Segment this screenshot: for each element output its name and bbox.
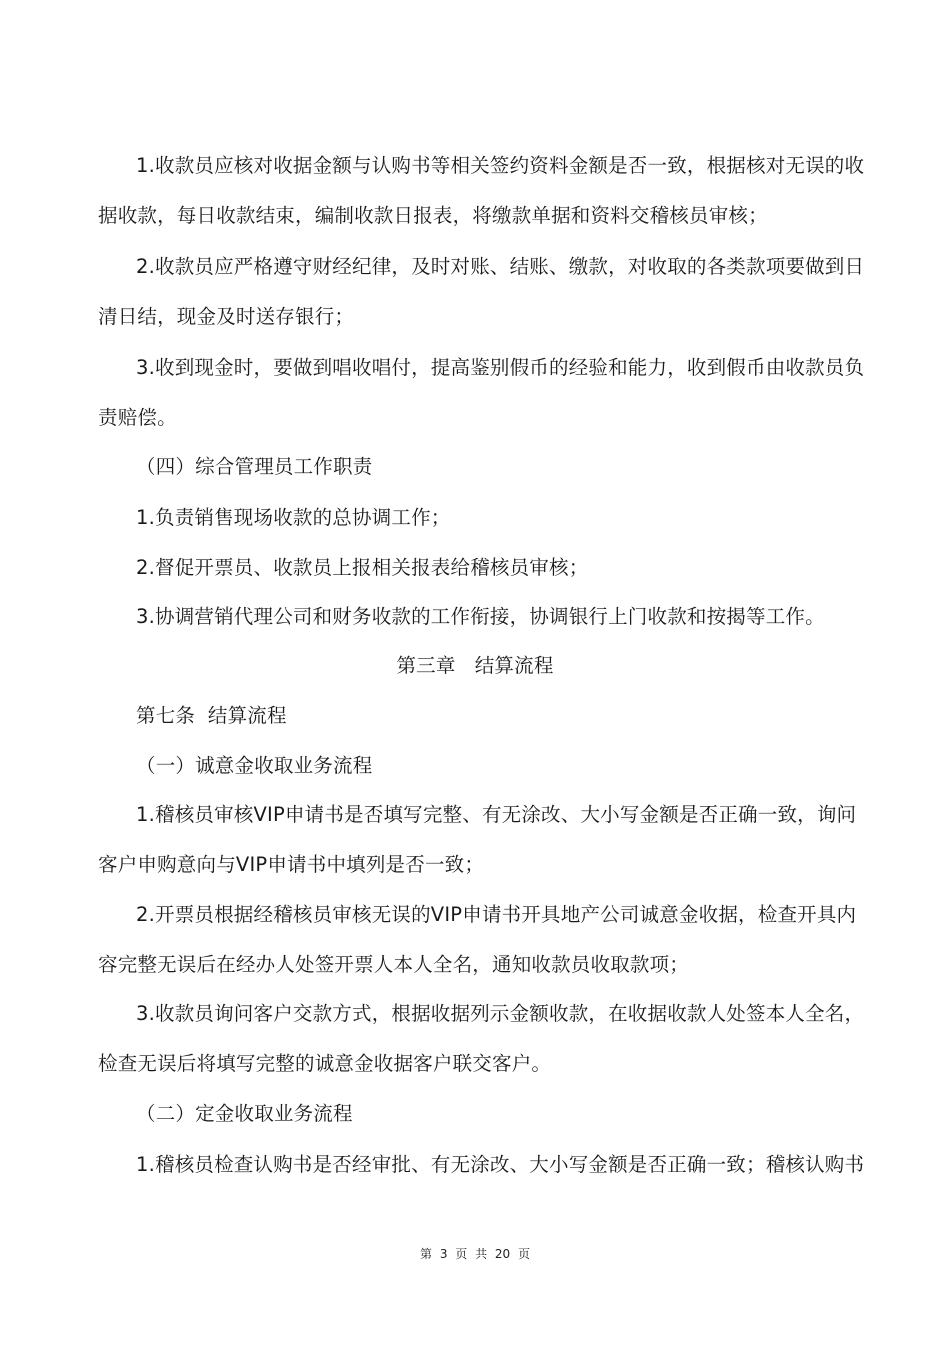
paragraph-line: 3.收到现金时，要做到唱收唱付，提高鉴别假币的经验和能力，收到假币由收款员负 [136, 356, 865, 379]
paragraph-line: 清日结，现金及时送存银行； [98, 305, 355, 328]
paragraph-line: 1.稽核员审核VIP申请书是否填写完整、有无涂改、大小写金额是否正确一致，询问 [136, 803, 857, 826]
paragraph-line: 1.收款员应核对收据金额与认购书等相关签约资料金额是否一致，根据核对无误的收 [136, 154, 865, 177]
section-heading: （一）诚意金收取业务流程 [136, 754, 373, 777]
paragraph-line: 客户申购意向与VIP申请书中填列是否一致； [98, 853, 485, 876]
paragraph-line: 3.收款员询问客户交款方式，根据收据列示金额收款，在收据收款人处签本人全名， [136, 1002, 865, 1025]
page-number-footer: 第 3 页 共 20 页 [420, 1247, 530, 1261]
paragraph-line: 3.协调营销代理公司和财务收款的工作衔接，协调银行上门收款和按揭等工作。 [136, 605, 825, 628]
article-heading: 第七条 结算流程 [136, 704, 287, 727]
chapter-title: 第三章 结算流程 [396, 654, 554, 677]
paragraph-line: 检查无误后将填写完整的诚意金收据客户联交客户。 [98, 1052, 552, 1075]
paragraph-line: 2.收款员应严格遵守财经纪律，及时对账、结账、缴款，对收取的各类款项要做到日 [136, 255, 865, 278]
paragraph-line: 容完整无误后在经办人处签开票人本人全名，通知收款员收取款项； [98, 953, 690, 976]
paragraph-line: 2.督促开票员、收款员上报相关报表给稽核员审核； [136, 556, 589, 579]
paragraph-line: 据收款，每日收款结束，编制收款日报表，将缴款单据和资料交稽核员审核； [98, 204, 768, 227]
paragraph-line: 1.稽核员检查认购书是否经审批、有无涂改、大小写金额是否正确一致；稽核认购书 [136, 1153, 865, 1176]
paragraph-line: 责赔偿。 [98, 406, 177, 429]
section-heading: （四）综合管理员工作职责 [136, 455, 373, 478]
section-heading: （二）定金收取业务流程 [136, 1102, 353, 1125]
paragraph-line: 2.开票员根据经稽核员审核无误的VIP申请书开具地产公司诚意金收据，检查开具内 [136, 903, 857, 926]
paragraph-line: 1.负责销售现场收款的总协调工作； [136, 506, 451, 529]
